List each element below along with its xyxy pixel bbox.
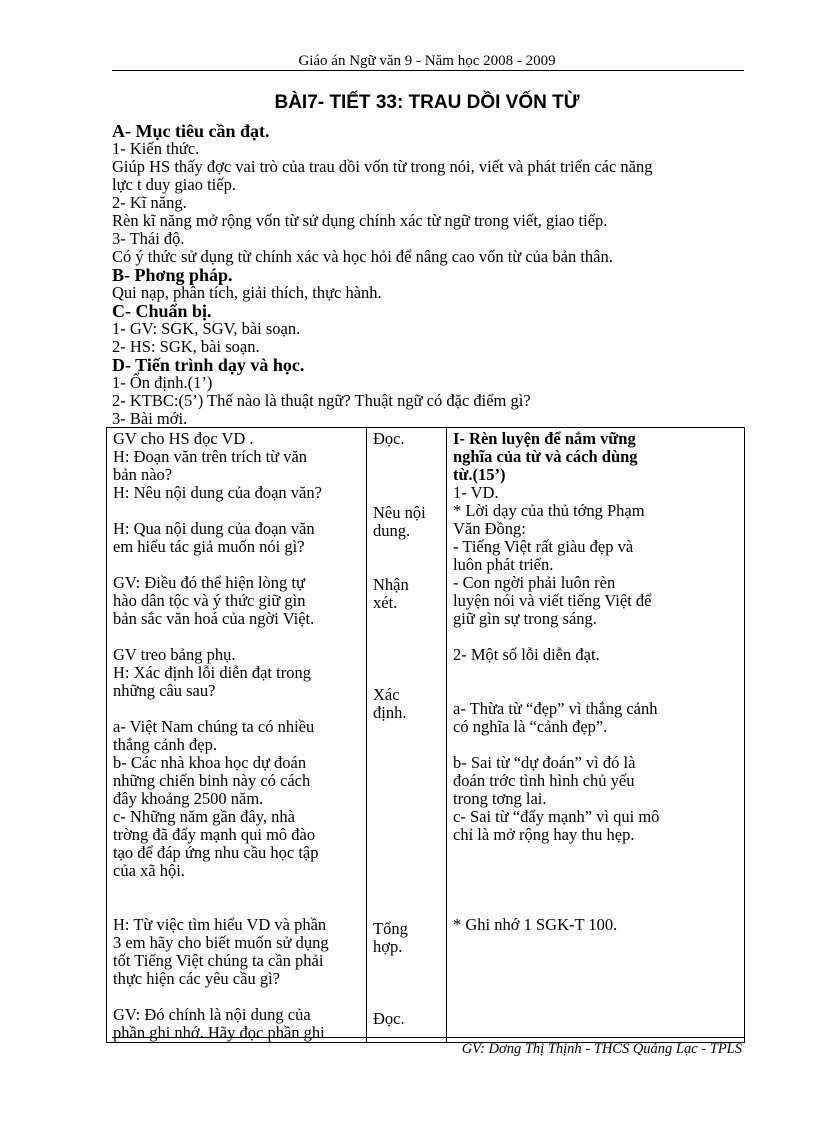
table-line: Tổng	[373, 919, 408, 938]
table-line: có nghĩa là “cảnh đẹp”.	[453, 717, 608, 736]
section-c-heading: C- Chuẩn bị.	[112, 301, 212, 321]
table-line: GV cho HS đọc VD .	[113, 429, 254, 448]
table-line: giữ gìn sự trong sáng.	[453, 609, 597, 628]
section-d-heading: D- Tiến trình dạy và học.	[112, 355, 305, 375]
table-line: Xác	[373, 685, 400, 704]
table-line: a- Thừa từ “đẹp” vì thắng cảnh	[453, 699, 658, 718]
lesson-title: BÀI7- TIẾT 33: TRAU DỒI VỐN TỪ	[274, 92, 580, 113]
header-divider	[112, 70, 744, 71]
table-line: b- Sai từ “dự đoán” vì đó là	[453, 753, 636, 772]
table-line: luyện nói và viết tiếng Việt để	[453, 591, 652, 610]
intro-line: 2- Kĩ năng.	[112, 193, 187, 212]
table-line: bản sắc văn hoá của ngời Việt.	[113, 609, 315, 628]
table-line: Đọc.	[373, 1009, 405, 1028]
table-line: Văn Đồng:	[453, 519, 526, 538]
page-header: Giáo án Ngữ văn 9 - Năm học 2008 - 2009	[298, 53, 556, 69]
intro-line: Rèn kĩ năng mở rộng vốn từ sử dụng chính xác từ ngữ trong viết, giao tiếp.	[112, 211, 608, 230]
table-line: GV treo bảng phụ.	[113, 645, 236, 664]
table-line: Nhận	[373, 575, 409, 594]
table-line: luôn phát triển.	[453, 555, 554, 574]
table-line: GV: Đó chính là nội dung của	[113, 1005, 311, 1024]
intro-line: lực t duy giao tiếp.	[112, 175, 236, 194]
table-line: thực hiện các yêu cầu gì?	[113, 969, 280, 988]
content-column	[447, 428, 745, 1043]
table-line: a- Việt Nam chúng ta có nhiều	[113, 717, 315, 736]
table-line: trong tơng lai.	[453, 789, 547, 808]
student-activity-column	[367, 428, 447, 1043]
table-line: trờng đã đẩy mạnh qui mô đào	[113, 825, 316, 844]
table-line: b- Các nhà khoa học dự đoán	[113, 753, 307, 772]
table-line: phần ghi nhớ. Hãy đọc phần ghi	[113, 1023, 325, 1042]
intro-line: Qui nạp, phân tích, giải thích, thực hành.	[112, 283, 382, 302]
table-line: 3 em hãy cho biết muốn sử dụng	[113, 933, 329, 952]
table-line: c- Những năm gần đây, nhà	[113, 807, 295, 826]
table-line: tốt Tiếng Việt chúng ta cần phải	[113, 951, 324, 970]
table-line: Nêu nội	[373, 503, 426, 522]
intro-line: 2- HS: SGK, bài soạn.	[112, 337, 260, 356]
intro-line: 1- GV: SGK, SGV, bài soạn.	[112, 319, 301, 338]
content-heading: từ.(15’)	[453, 465, 506, 484]
teacher-activity-column	[107, 428, 367, 1043]
table-line: Đọc.	[373, 429, 405, 448]
lesson-table	[106, 427, 745, 1043]
table-line: dung.	[373, 521, 411, 540]
section-b-heading: B- Phơng pháp.	[112, 265, 233, 285]
table-line: * Lời dạy của thủ tớng Phạm	[453, 501, 645, 520]
table-line: - Con ngời phải luôn rèn	[453, 573, 616, 592]
footer-divider	[112, 1037, 744, 1038]
intro-line: 3- Bài mới.	[112, 409, 188, 428]
intro-line: Giúp HS thấy đợc vai trò của trau dồi vốn từ trong nói, viết và phát triển các năng	[112, 157, 653, 176]
lesson-intro	[112, 122, 752, 428]
content-heading: I- Rèn luyện để nắm vững	[453, 429, 636, 448]
table-line: của xã hội.	[113, 861, 185, 880]
table-line: * Ghi nhớ 1 SGK-T 100.	[453, 915, 618, 934]
intro-line: Có ý thức sử dụng từ chính xác và học hỏi để nâng cao vốn từ của bản thân.	[112, 247, 613, 266]
page-footer: GV: Dơng Thị Thịnh - THCS Quảng Lạc - TPLS	[461, 1041, 742, 1057]
table-line: chỉ là mở rộng hay thu hẹp.	[453, 825, 635, 844]
table-line: - Tiếng Việt rất giàu đẹp và	[453, 537, 634, 556]
table-line: em hiểu tác giả muốn nói gì?	[113, 537, 305, 556]
table-line: bản nào?	[113, 465, 173, 484]
table-line: H: Nêu nội dung của đoạn văn?	[113, 483, 322, 502]
table-line: đoán trớc tình hình chủ yếu	[453, 771, 635, 790]
table-line: hào dân tộc và ý thức giữ gìn	[113, 591, 306, 610]
table-line: 2- Một số lỗi diễn đạt.	[453, 645, 600, 664]
intro-line: 1- Kiến thức.	[112, 139, 200, 158]
intro-line: 2- KTBC:(5’) Thế nào là thuật ngữ? Thuật ngữ có đặc điểm gì?	[112, 391, 531, 410]
table-line: tạo để đáp ứng nhu cầu học tập	[113, 843, 319, 862]
table-line: hợp.	[373, 937, 403, 956]
table-line: H: Qua nội dung của đoạn văn	[113, 519, 315, 538]
table-line: xét.	[373, 593, 398, 612]
table-line: định.	[373, 703, 407, 722]
table-line: H: Đoạn văn trên trích từ văn	[113, 447, 308, 466]
table-line: những câu sau?	[113, 681, 216, 700]
table-line: những chiến binh này có cách	[113, 771, 311, 790]
content-heading: nghĩa của từ và cách dùng	[453, 447, 638, 466]
section-a-heading: A- Mục tiêu cần đạt.	[112, 121, 270, 141]
intro-line: 1- Ổn định.(1’)	[112, 373, 213, 392]
table-line: thắng cảnh đẹp.	[113, 735, 218, 754]
table-line: GV: Điều đó thể hiện lòng tự	[113, 573, 305, 592]
table-line: H: Xác định lỗi diễn đạt trong	[113, 663, 311, 682]
table-line: đây khoảng 2500 năm.	[113, 789, 264, 808]
table-line: H: Từ việc tìm hiểu VD và phần	[113, 915, 327, 934]
table-line: c- Sai từ “đẩy mạnh” vì qui mô	[453, 807, 660, 826]
table-line: 1- VD.	[453, 483, 499, 502]
intro-line: 3- Thái độ.	[112, 229, 185, 248]
